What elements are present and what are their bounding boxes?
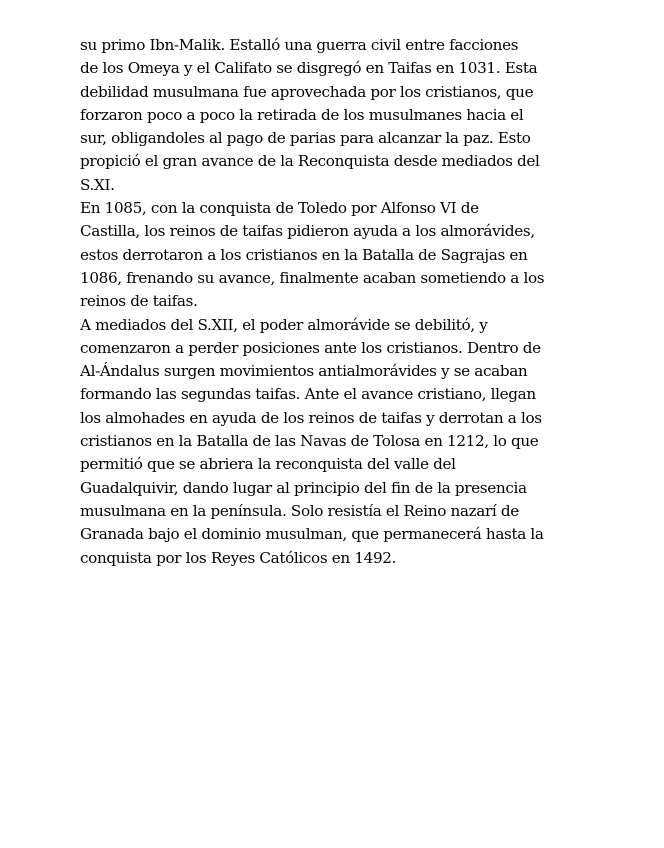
document-body (80, 34, 590, 570)
text-line: formando las segundas taifas. Ante el avance cristiano, llegan (80, 385, 536, 404)
text-line: comenzaron a perder posiciones ante los cristianos. Dentro de (80, 338, 541, 357)
paragraph-califato (80, 34, 590, 197)
text-line: musulmana en la península. Solo resistía el Reino nazarí de (80, 501, 519, 520)
text-line: S.XI. (80, 175, 115, 194)
text-line: sur, obligandoles al pago de parias para alcanzar la paz. Esto (80, 129, 531, 148)
text-line: propició el gran avance de la Reconquista desde mediados del (80, 152, 540, 171)
paragraph-almoravides (80, 197, 590, 313)
text-line: debilidad musulmana fue aprovechada por los cristianos, que (80, 82, 534, 101)
text-line: Al-Ándalus surgen movimientos antialmorávides y se acaban (80, 362, 528, 381)
text-line: su primo Ibn-Malik. Estalló una guerra civil entre facciones (80, 36, 519, 54)
text-line: forzaron poco a poco la retirada de los musulmanes hacia el (80, 105, 524, 124)
text-line: En 1085, con la conquista de Toledo por Alfonso VI de (80, 199, 479, 218)
text-line: Guadalquivir, dando lugar al principio del fin de la presencia (80, 478, 527, 497)
text-line: Castilla, los reinos de taifas pidieron ayuda a los almorávides, (80, 222, 535, 241)
text-line: permitió que se abriera la reconquista del valle del (80, 455, 456, 474)
text-line: cristianos en la Batalla de las Navas de Tolosa en 1212, lo que (80, 432, 539, 451)
text-line: de los Omeya y el Califato se disgregó en Taifas en 1031. Esta (80, 59, 538, 78)
text-line: los almohades en ayuda de los reinos de taifas y derrotan a los (80, 408, 542, 427)
text-line: 1086, frenando su avance, finalmente acaban sometiendo a los (80, 268, 545, 287)
text-line: conquista por los Reyes Católicos en 1492. (80, 548, 397, 567)
text-line: estos derrotaron a los cristianos en la Batalla de Sagrajas en (80, 245, 528, 264)
text-line: reinos de taifas. (80, 292, 198, 311)
text-line: A mediados del S.XII, el poder almorávide se debilitó, y (80, 315, 488, 334)
paragraph-almohades (80, 314, 590, 570)
text-line: Granada bajo el dominio musulman, que permanecerá hasta la (80, 525, 544, 544)
